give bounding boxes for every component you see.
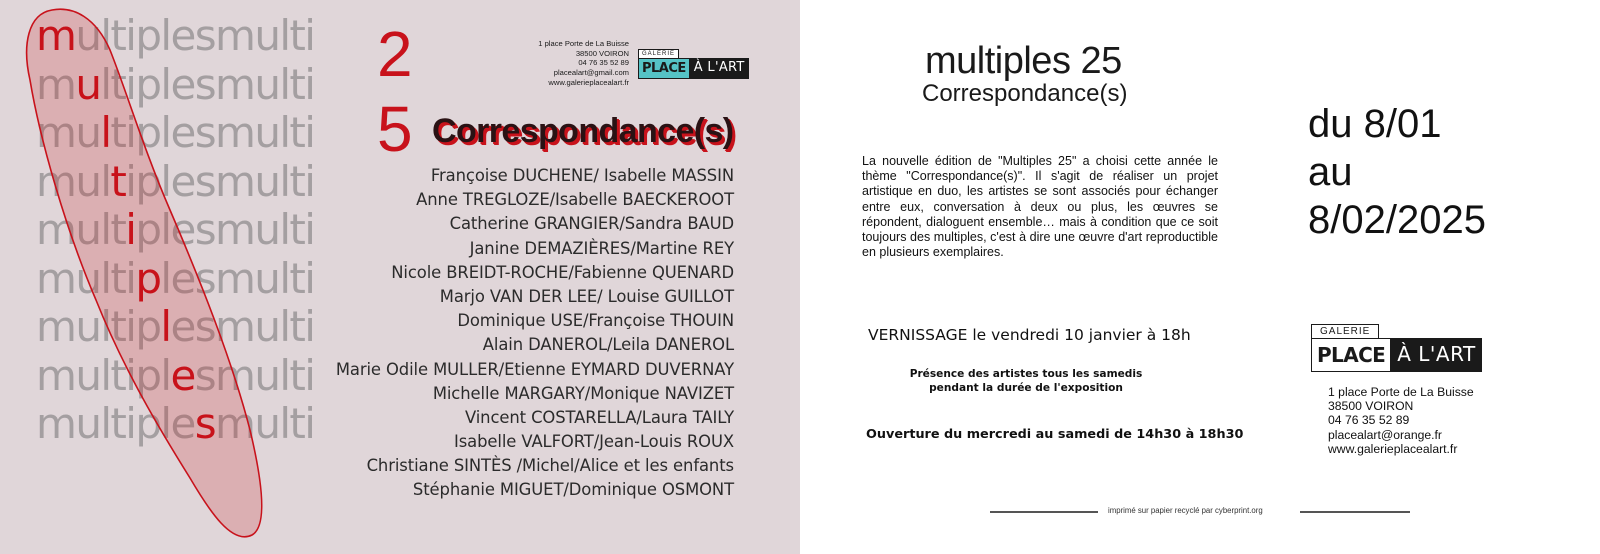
gallery-logo-small [638,49,749,79]
address-email: placealart@orange.fr [1328,427,1442,442]
address-city: 38500 VOIRON [575,48,629,58]
logo-galerie-label: GALERIE [638,49,679,58]
number-five: 5 [377,93,413,165]
address-phone: 04 76 35 52 89 [578,58,629,68]
vernissage-text: VERNISSAGE le vendredi 10 janvier à 18h [868,326,1191,344]
artist-pair: Françoise DUCHENE/ Isabelle MASSIN [430,166,734,185]
presence-line: Présence des artistes tous les samedis [909,368,1143,380]
artist-pair: Vincent COSTARELLA/Laura TAILY [464,407,734,427]
flyer-back-panel [800,0,1600,554]
logo-place-label: PLACE [638,58,690,79]
repeat-line: multiplesmulti [36,156,315,206]
artist-pair: Janine DEMAZIÈRES/Martine REY [469,238,734,258]
number-two: 2 [377,18,413,90]
date-end: 8/02/2025 [1308,198,1486,242]
exhibition-dates [1308,100,1486,244]
artist-pair: Dominique USE/Françoise THOUIN [457,311,734,331]
logo-art-label: À L'ART [1391,338,1482,372]
address-email: placealart@gmail.com [553,68,629,78]
footer-rule-right [1300,511,1410,513]
artist-pair: Nicole BREIDT-ROCHE/Fabienne QUENARD [391,262,734,282]
repeat-line: multiplesmulti [36,11,315,60]
presence-line: pendant la durée de l'exposition [929,381,1123,394]
repeat-line: multiplesmulti [36,108,315,157]
repeat-line: multiplesmulti [36,59,315,109]
logo-galerie-label: GALERIE [1311,324,1379,338]
artist-pair: Christiane SINTÈS /Michel/Alice et les enfants [366,456,734,476]
address-street: 1 place Porte de La Buisse [538,39,629,48]
correspondances-title: Correspondance(s) [432,112,734,150]
address-website: www.galerieplacealart.fr [1328,441,1458,456]
exhibition-subtitle: Correspondance(s) [922,80,1128,107]
date-connector: au [1308,150,1353,194]
gallery-address-large [1328,385,1474,456]
address-website: www.galerieplacealart.fr [548,77,629,87]
logo-place-label: PLACE [1311,338,1391,372]
repeat-line: multiplesmulti [36,205,315,254]
artist-pair: Isabelle VALFORT/Jean-Louis ROUX [453,432,734,452]
logo-art-label: À L'ART [690,58,749,79]
artists-presence-text [896,368,1156,395]
artist-pair: Catherine GRANGIER/Sandra BAUD [449,214,734,234]
artist-pair: Stéphanie MIGUET/Dominique OSMONT [412,480,734,500]
artist-pair: Alain DANEROL/Leila DANEROL [482,335,734,355]
address-phone: 04 76 35 52 89 [1328,413,1410,428]
footer-rule-left [990,511,1098,513]
footer-text: imprimé sur papier recyclé par cyberprint.org [1108,506,1263,515]
artist-pair: Michelle MARGARY/Monique NAVIZET [432,383,734,403]
address-city: 38500 VOIRON [1328,399,1414,414]
exhibition-description: La nouvelle édition de "Multiples 25" a choisi cette année le thème "Correspondance(s)". Il s'agit de réaliser un projet artistique en duo, les artistes se sont associés pour échanger entre eux, conversation à deux ou plus, les œuvres se répondent, dialoguent ensemble… mais à condition que ce soit toujours des multiples, c'est à dire une œuvre d'art reproductible en plusieurs exemplaires. [862,154,1218,260]
gallery-logo-large [1311,324,1482,372]
artist-pair: Anne TREGLOZE/Isabelle BAECKEROOT [416,190,734,210]
date-start: du 8/01 [1308,102,1442,146]
opening-hours-text: Ouverture du mercredi au samedi de 14h30 à 18h30 [866,427,1244,442]
repeat-line: multiplesmulti [36,302,315,351]
artist-pairs-list [336,164,734,503]
artist-pair: Marjo VAN DER LEE/ Louise GUILLOT [439,286,734,306]
exhibition-title: multiples 25 [925,40,1122,82]
repeat-line: multiplesmulti [36,253,315,303]
gallery-address-small [520,39,629,88]
address-street: 1 place Porte de La Buisse [1328,385,1474,399]
repeat-line: multiplesmulti [36,350,315,400]
printer-footer [990,503,1410,519]
repeat-line: multiplesmulti [36,399,315,448]
artist-pair: Marie Odile MULLER/Etienne EYMARD DUVERNAY [335,359,734,379]
